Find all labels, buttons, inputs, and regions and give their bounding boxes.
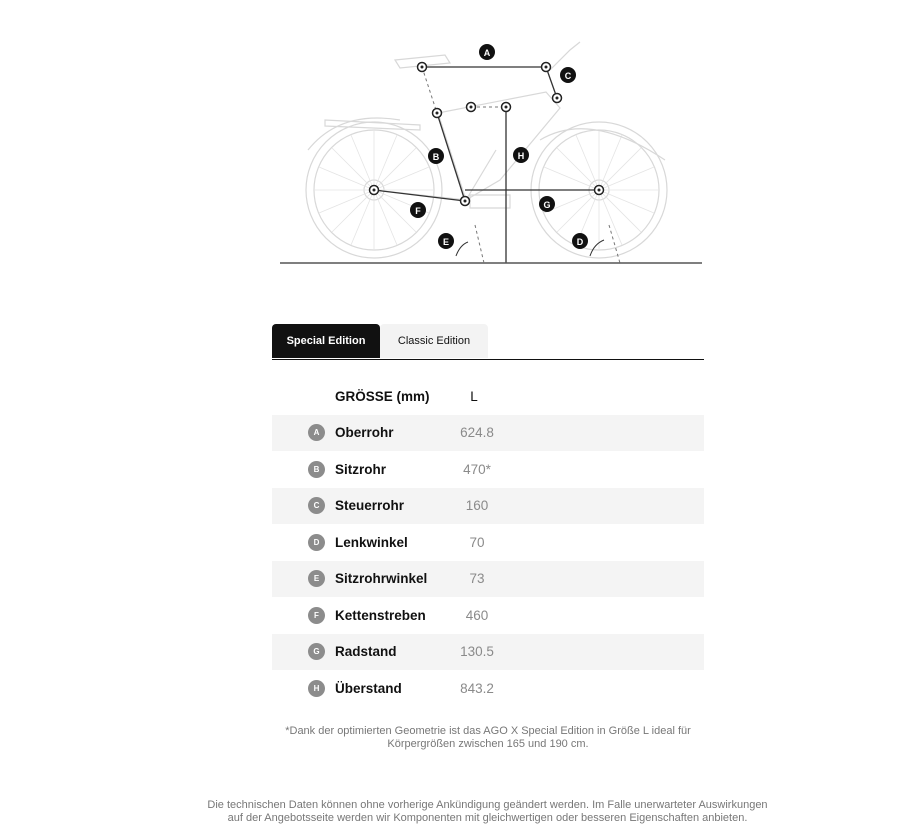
row-label: Überstand xyxy=(335,680,402,696)
row-label: Lenkwinkel xyxy=(335,534,408,550)
marker-f-icon xyxy=(410,202,426,218)
table-row xyxy=(272,670,704,707)
marker-a-icon xyxy=(479,44,495,60)
letter-badge: C xyxy=(308,497,325,514)
letter-badge: F xyxy=(308,607,325,624)
letter-badge: H xyxy=(308,680,325,697)
letter-badge: B xyxy=(308,461,325,478)
table-row xyxy=(272,415,704,452)
footnote-line-1: *Dank der optimierten Geometrie ist das AGO X Special Edition in Größe L ideal für xyxy=(285,725,691,737)
table-row xyxy=(272,561,704,598)
marker-g-icon xyxy=(539,196,555,212)
table-row xyxy=(272,488,704,525)
svg-text:G: G xyxy=(543,200,551,210)
svg-text:E: E xyxy=(442,237,450,247)
svg-text:B: B xyxy=(432,152,440,162)
svg-text:C: C xyxy=(564,71,572,81)
table-row xyxy=(272,634,704,671)
size-header-value: L xyxy=(470,388,478,404)
marker-d-icon xyxy=(572,233,588,249)
row-label: Radstand xyxy=(335,644,397,660)
table-row xyxy=(272,524,704,561)
footnote-line-2: Körpergrößen zwischen 165 und 190 cm. xyxy=(387,738,589,750)
row-label: Steuerrohr xyxy=(335,498,405,514)
marker-e-icon xyxy=(438,233,454,249)
letter-badge: G xyxy=(308,643,325,660)
size-header-label: GRÖSSE (mm) xyxy=(335,388,430,404)
disclaimer-line-2: auf der Angebotsseite werden wir Komponenten mit gleichwertigen oder besseren Eigenschaften anbieten. xyxy=(227,812,748,824)
table-header-row xyxy=(272,378,704,415)
letter-badge: D xyxy=(308,534,325,551)
row-value: 160 xyxy=(465,498,489,514)
row-value: 843.2 xyxy=(460,680,494,696)
svg-text:D: D xyxy=(576,237,584,247)
row-value: 470* xyxy=(463,461,491,477)
row-label: Kettenstreben xyxy=(335,607,426,623)
row-value: 624.8 xyxy=(460,425,494,441)
row-label: Sitzrohr xyxy=(335,461,387,477)
letter-badge: A xyxy=(308,424,325,441)
disclaimer-line-1: Die technischen Daten können ohne vorherige Ankündigung geändert werden. Im Falle unerwarteter Auswirkungen xyxy=(207,799,768,811)
svg-text:F: F xyxy=(415,206,421,216)
marker-b-icon xyxy=(428,148,444,164)
marker-h-icon xyxy=(513,147,529,163)
tab-classic-edition[interactable]: Classic Edition xyxy=(380,324,488,358)
letter-badge: E xyxy=(308,570,325,587)
bike-geometry-diagram xyxy=(270,30,710,275)
table-row xyxy=(272,597,704,634)
edition-tabs xyxy=(272,324,704,360)
row-value: 460 xyxy=(465,607,489,623)
tab-special-edition[interactable]: Special Edition xyxy=(272,324,380,358)
row-label: Oberrohr xyxy=(335,425,394,441)
size-footnote xyxy=(272,725,704,751)
marker-c-icon xyxy=(560,67,576,83)
spec-disclaimer xyxy=(180,799,795,825)
row-value: 130.5 xyxy=(460,644,494,660)
row-value: 70 xyxy=(469,534,485,550)
svg-text:H: H xyxy=(517,151,525,161)
svg-text:A: A xyxy=(483,48,491,58)
geometry-table xyxy=(272,378,704,707)
table-row xyxy=(272,451,704,488)
row-value: 73 xyxy=(469,571,485,587)
row-label: Sitzrohrwinkel xyxy=(335,571,428,587)
